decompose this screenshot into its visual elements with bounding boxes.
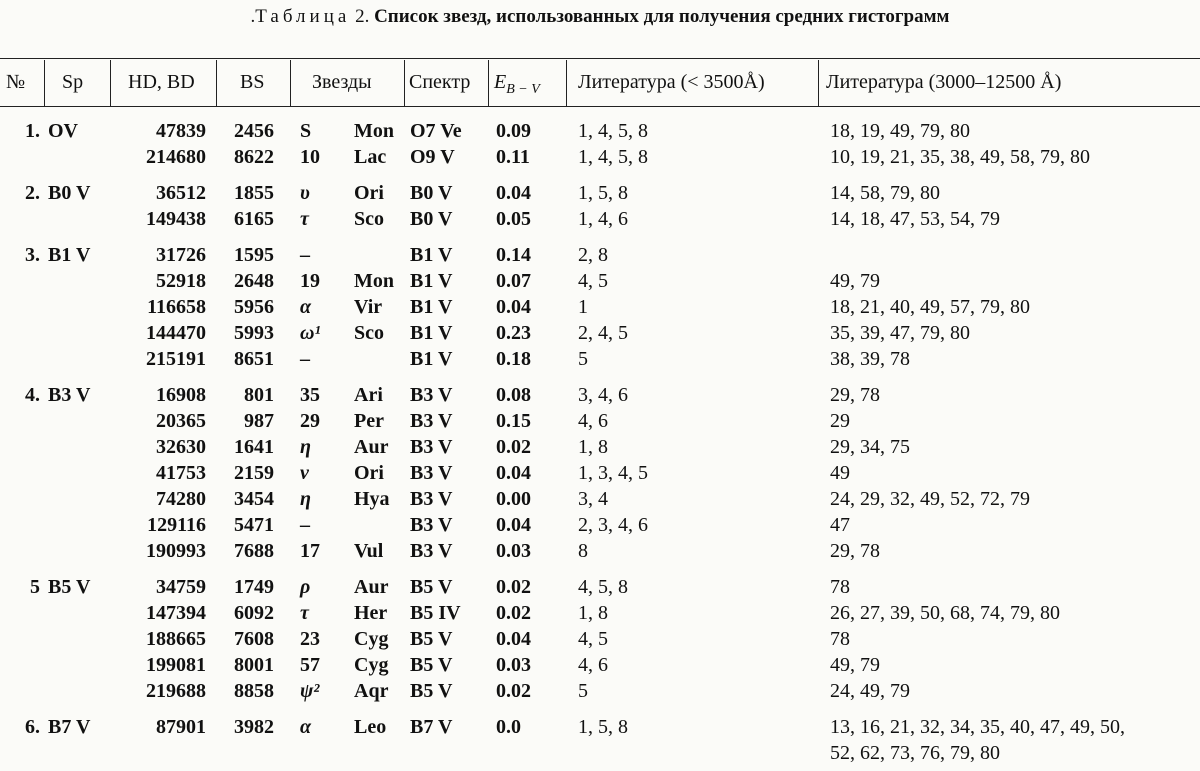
header-stars: Звезды	[312, 71, 372, 93]
star-designation: –	[300, 348, 310, 370]
literature-visible: 29, 34, 75	[830, 436, 910, 458]
hd-number: 214680	[146, 146, 206, 168]
literature-uv: 4, 6	[578, 410, 608, 432]
literature-visible: 78	[830, 628, 850, 650]
row-number: 2.	[25, 182, 40, 204]
color-excess: 0.04	[496, 514, 531, 536]
hd-number: 144470	[146, 322, 206, 344]
constellation: Sco	[354, 322, 384, 344]
spectral-class: B3 V	[48, 384, 91, 406]
row-number: 5	[30, 576, 40, 598]
spectrum: B3 V	[410, 514, 453, 536]
spectrum: B5 V	[410, 628, 453, 650]
table-row	[0, 600, 1200, 626]
table-row	[0, 714, 1200, 740]
literature-uv: 8	[578, 540, 588, 562]
spectrum: O7 Ve	[410, 120, 462, 142]
color-excess: 0.07	[496, 270, 531, 292]
hd-number: 52918	[156, 270, 206, 292]
literature-uv: 1, 4, 5, 8	[578, 146, 648, 168]
constellation: Leo	[354, 716, 387, 738]
row-number	[6, 626, 40, 652]
row-number	[6, 538, 40, 564]
spectrum: B1 V	[410, 296, 453, 318]
hd-number: 20365	[156, 410, 206, 432]
bs-number: 6092	[234, 602, 274, 624]
star-designation: ρ	[300, 576, 311, 598]
table-caption	[0, 6, 1200, 28]
color-excess: 0.15	[496, 410, 531, 432]
bs-number: 8858	[234, 680, 274, 702]
literature-visible: 35, 39, 47, 79, 80	[830, 322, 970, 344]
row-number	[6, 206, 40, 232]
table-row	[0, 118, 1200, 144]
bs-number: 2456	[234, 120, 274, 142]
spectrum: O9 V	[410, 146, 455, 168]
bs-number: 1855	[234, 182, 274, 204]
constellation: Ari	[354, 384, 383, 406]
bs-number: 801	[244, 384, 274, 406]
literature-uv: 1, 8	[578, 436, 608, 458]
star-designation: τ	[300, 208, 309, 230]
spectrum: B5 IV	[410, 602, 461, 624]
literature-visible: 47	[830, 514, 850, 536]
star-designation: 57	[300, 654, 320, 676]
bs-number: 1749	[234, 576, 274, 598]
star-designation: ω¹	[300, 322, 321, 344]
spectral-class: B1 V	[48, 244, 91, 266]
spectrum	[410, 740, 492, 766]
bs-number: 6165	[234, 208, 274, 230]
table-row	[0, 538, 1200, 564]
star-designation	[300, 740, 340, 766]
bs-number: 5956	[234, 296, 274, 318]
table-row	[0, 652, 1200, 678]
color-excess: 0.14	[496, 244, 531, 266]
constellation: Lac	[354, 146, 387, 168]
star-designation: η	[300, 436, 311, 458]
color-excess: 0.03	[496, 654, 531, 676]
caption-prefix: .	[250, 6, 256, 27]
constellation: Hya	[354, 488, 390, 510]
bs-number: 5993	[234, 322, 274, 344]
constellation	[354, 242, 406, 268]
star-designation: 10	[300, 146, 320, 168]
header-bs: BS	[240, 71, 265, 93]
literature-visible: 38, 39, 78	[830, 348, 910, 370]
constellation: Vul	[354, 540, 384, 562]
star-designation: υ	[300, 182, 310, 204]
hd-number: 16908	[156, 384, 206, 406]
constellation: Aur	[354, 576, 389, 598]
color-excess: 0.04	[496, 628, 531, 650]
bs-number: 2648	[234, 270, 274, 292]
row-number	[6, 294, 40, 320]
table-row	[0, 678, 1200, 704]
literature-visible: 52, 62, 73, 76, 79, 80	[830, 742, 1000, 764]
star-designation: 29	[300, 410, 320, 432]
color-excess: 0.11	[496, 146, 530, 168]
literature-uv: 4, 5, 8	[578, 576, 628, 598]
literature-uv: 3, 4, 6	[578, 384, 628, 406]
bs-number	[214, 740, 274, 766]
constellation: Cyg	[354, 628, 389, 650]
header-spectrum: Спектр	[409, 71, 471, 93]
spectrum: B1 V	[410, 244, 453, 266]
literature-visible: 49, 79	[830, 654, 880, 676]
bs-number: 3454	[234, 488, 274, 510]
literature-uv: 1, 8	[578, 602, 608, 624]
literature-visible: 29	[830, 410, 850, 432]
constellation: Aur	[354, 436, 389, 458]
constellation: Vir	[354, 296, 383, 318]
hd-number: 199081	[146, 654, 206, 676]
row-number: 4.	[25, 384, 40, 406]
color-excess: 0.02	[496, 602, 531, 624]
spectrum: B3 V	[410, 540, 453, 562]
constellation: Per	[354, 410, 384, 432]
hd-number: 147394	[146, 602, 206, 624]
constellation	[354, 740, 406, 766]
star-designation: ν	[300, 462, 309, 484]
table-row	[0, 740, 1200, 766]
constellation: Ori	[354, 182, 384, 204]
hd-number: 188665	[146, 628, 206, 650]
star-designation: 19	[300, 270, 320, 292]
bs-number: 3982	[234, 716, 274, 738]
spectrum: B3 V	[410, 436, 453, 458]
hd-number: 87901	[156, 716, 206, 738]
constellation: Mon	[354, 270, 394, 292]
table-row	[0, 180, 1200, 206]
constellation: Her	[354, 602, 388, 624]
literature-uv: 1, 3, 4, 5	[578, 462, 648, 484]
constellation: Mon	[354, 120, 394, 142]
header-ebv-sub: B − V	[506, 82, 540, 97]
bs-number: 1595	[234, 244, 274, 266]
literature-uv: 4, 5	[578, 628, 608, 650]
row-number	[6, 600, 40, 626]
literature-uv: 2, 8	[578, 244, 608, 266]
literature-visible	[830, 242, 1198, 268]
row-number	[6, 460, 40, 486]
table-row	[0, 626, 1200, 652]
literature-uv: 4, 5	[578, 270, 608, 292]
row-number	[6, 346, 40, 372]
star-designation: τ	[300, 602, 309, 624]
constellation	[354, 346, 406, 372]
header-bottom-rule	[0, 106, 1200, 107]
hd-number: 219688	[146, 680, 206, 702]
column-divider	[818, 60, 819, 106]
star-designation: α	[300, 716, 312, 738]
row-number	[6, 652, 40, 678]
literature-visible: 10, 19, 21, 35, 38, 49, 58, 79, 80	[830, 146, 1090, 168]
column-divider	[216, 60, 217, 106]
literature-visible: 29, 78	[830, 384, 880, 406]
table-row	[0, 320, 1200, 346]
spectrum: B5 V	[410, 680, 453, 702]
table-row	[0, 574, 1200, 600]
star-designation: S	[300, 120, 312, 142]
spectrum: B3 V	[410, 384, 453, 406]
literature-visible: 24, 49, 79	[830, 680, 910, 702]
literature-visible: 49, 79	[830, 270, 880, 292]
star-designation: –	[300, 244, 310, 266]
bs-number: 8001	[234, 654, 274, 676]
hd-number: 47839	[156, 120, 206, 142]
hd-number: 32630	[156, 436, 206, 458]
header-hd-bd: HD, BD	[128, 71, 195, 93]
header-literature-visible: Литература (3000–12500 Å)	[826, 71, 1062, 93]
star-designation: 35	[300, 384, 320, 406]
spectrum: B1 V	[410, 348, 453, 370]
table-row	[0, 408, 1200, 434]
column-divider	[404, 60, 405, 106]
bs-number: 987	[244, 410, 274, 432]
constellation: Cyg	[354, 654, 389, 676]
color-excess: 0.18	[496, 348, 531, 370]
row-number	[6, 486, 40, 512]
header-ebv	[494, 64, 540, 100]
spectral-class: B0 V	[48, 182, 91, 204]
hd-number: 74280	[156, 488, 206, 510]
hd-number: 31726	[156, 244, 206, 266]
header-literature-uv: Литература (< 3500Å)	[578, 71, 765, 93]
table-row	[0, 434, 1200, 460]
spectrum: B1 V	[410, 322, 453, 344]
color-excess	[496, 740, 556, 766]
literature-uv: 1, 4, 6	[578, 208, 628, 230]
hd-number: 36512	[156, 182, 206, 204]
literature-visible: 18, 21, 40, 49, 57, 79, 80	[830, 296, 1030, 318]
color-excess: 0.00	[496, 488, 531, 510]
table-row	[0, 268, 1200, 294]
row-number	[6, 320, 40, 346]
literature-visible: 29, 78	[830, 540, 880, 562]
literature-uv: 1, 5, 8	[578, 716, 628, 738]
header-no: №	[6, 71, 26, 93]
spectral-class: B5 V	[48, 576, 91, 598]
literature-visible: 13, 16, 21, 32, 34, 35, 40, 47, 49, 50,	[830, 716, 1125, 738]
literature-uv: 1, 5, 8	[578, 182, 628, 204]
column-divider	[290, 60, 291, 106]
hd-number: 215191	[146, 348, 206, 370]
bs-number: 5471	[234, 514, 274, 536]
literature-visible: 24, 29, 32, 49, 52, 72, 79	[830, 488, 1030, 510]
table-row	[0, 486, 1200, 512]
color-excess: 0.05	[496, 208, 531, 230]
literature-uv: 2, 3, 4, 6	[578, 514, 648, 536]
row-number	[6, 512, 40, 538]
constellation: Aqr	[354, 680, 389, 702]
literature-uv: 5	[578, 348, 588, 370]
column-divider	[566, 60, 567, 106]
literature-uv: 1, 4, 5, 8	[578, 120, 648, 142]
bs-number: 2159	[234, 462, 274, 484]
hd-number: 149438	[146, 208, 206, 230]
spectrum: B1 V	[410, 270, 453, 292]
spectrum: B3 V	[410, 410, 453, 432]
table-row	[0, 512, 1200, 538]
table-row	[0, 382, 1200, 408]
spectrum: B3 V	[410, 488, 453, 510]
constellation: Sco	[354, 208, 384, 230]
color-excess: 0.04	[496, 462, 531, 484]
header-sp: Sp	[62, 71, 84, 93]
column-divider	[488, 60, 489, 106]
table-row	[0, 242, 1200, 268]
star-designation: 23	[300, 628, 320, 650]
column-divider	[110, 60, 111, 106]
color-excess: 0.23	[496, 322, 531, 344]
spectral-class: OV	[48, 120, 78, 142]
star-designation: ψ²	[300, 680, 320, 702]
hd-number: 116658	[147, 296, 206, 318]
literature-visible: 14, 58, 79, 80	[830, 182, 940, 204]
color-excess: 0.02	[496, 576, 531, 598]
column-divider	[44, 60, 45, 106]
table-row	[0, 144, 1200, 170]
hd-number: 41753	[156, 462, 206, 484]
literature-visible: 26, 27, 39, 50, 68, 74, 79, 80	[830, 602, 1060, 624]
color-excess: 0.0	[496, 716, 521, 738]
literature-uv: 2, 4, 5	[578, 322, 628, 344]
hd-number: 190993	[146, 540, 206, 562]
spectrum: B0 V	[410, 182, 453, 204]
star-designation: η	[300, 488, 311, 510]
literature-visible: 18, 19, 49, 79, 80	[830, 120, 970, 142]
spectral-class: B7 V	[48, 716, 91, 738]
header-ebv-main: E	[494, 71, 507, 93]
constellation	[354, 512, 406, 538]
literature-visible: 14, 18, 47, 53, 54, 79	[830, 208, 1000, 230]
color-excess: 0.02	[496, 436, 531, 458]
table-row	[0, 294, 1200, 320]
hd-number: 129116	[147, 514, 206, 536]
star-designation: –	[300, 514, 310, 536]
star-designation: 17	[300, 540, 320, 562]
constellation: Ori	[354, 462, 384, 484]
row-number	[6, 408, 40, 434]
color-excess: 0.03	[496, 540, 531, 562]
row-number	[6, 144, 40, 170]
bs-number: 1641	[234, 436, 274, 458]
color-excess: 0.04	[496, 182, 531, 204]
bs-number: 7688	[234, 540, 274, 562]
row-number	[6, 268, 40, 294]
literature-uv: 4, 6	[578, 654, 608, 676]
row-number: 6.	[25, 716, 40, 738]
spectrum: B0 V	[410, 208, 453, 230]
row-number	[6, 434, 40, 460]
spectrum: B5 V	[410, 576, 453, 598]
literature-uv: 5	[578, 680, 588, 702]
table-row	[0, 460, 1200, 486]
row-number: 3.	[25, 244, 40, 266]
spectrum: B5 V	[410, 654, 453, 676]
hd-number: 34759	[156, 576, 206, 598]
bs-number: 8622	[234, 146, 274, 168]
header-top-rule	[0, 58, 1200, 59]
caption-number: 2.	[355, 6, 370, 27]
literature-visible: 49	[830, 462, 850, 484]
table-row	[0, 346, 1200, 372]
row-number: 1.	[25, 120, 40, 142]
literature-uv: 3, 4	[578, 488, 608, 510]
color-excess: 0.09	[496, 120, 531, 142]
row-number	[6, 740, 40, 766]
spectrum: B7 V	[410, 716, 453, 738]
hd-number	[100, 740, 206, 766]
bs-number: 7608	[234, 628, 274, 650]
color-excess: 0.04	[496, 296, 531, 318]
caption-table-word: Таблица	[255, 6, 351, 27]
caption-title: Список звезд, использованных для получения средних гистограмм	[374, 6, 950, 27]
literature-uv: 1	[578, 296, 588, 318]
literature-visible: 78	[830, 576, 850, 598]
star-designation: α	[300, 296, 312, 318]
spectrum: B3 V	[410, 462, 453, 484]
bs-number: 8651	[234, 348, 274, 370]
color-excess: 0.08	[496, 384, 531, 406]
table-row	[0, 206, 1200, 232]
color-excess: 0.02	[496, 680, 531, 702]
row-number	[6, 678, 40, 704]
literature-uv	[578, 740, 808, 766]
